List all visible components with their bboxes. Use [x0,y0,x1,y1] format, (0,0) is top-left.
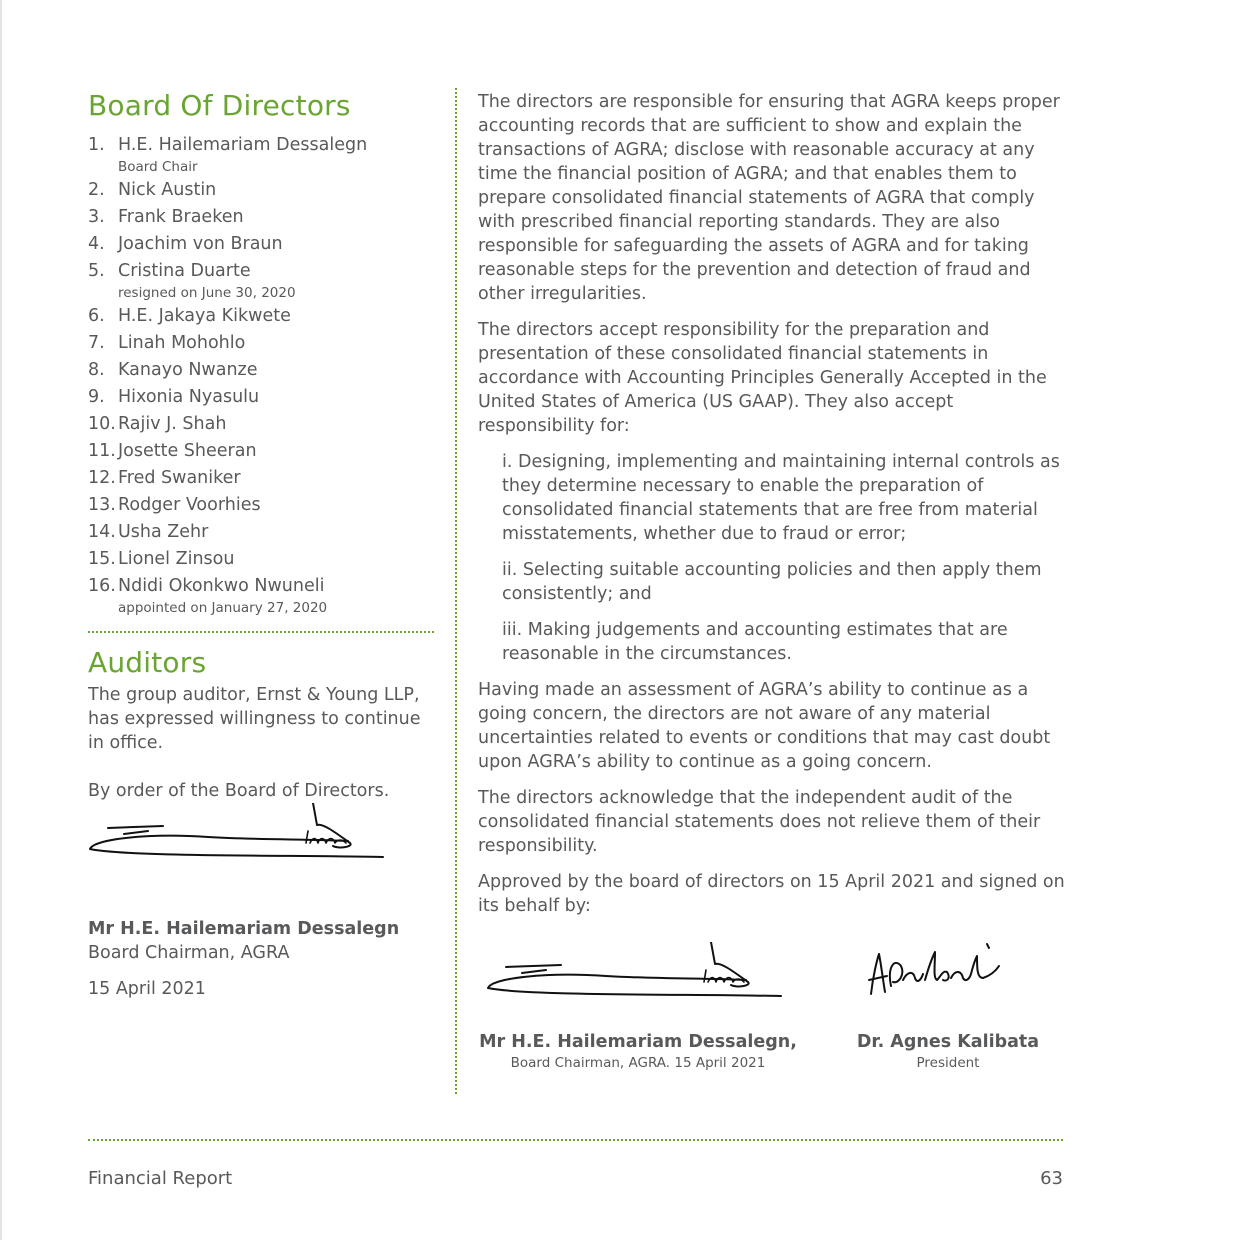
signer1-role: Board Chairman, AGRA. 15 April 2021 [510,1055,766,1071]
chairman-signature-right [486,942,786,1012]
member-info [118,359,258,381]
auditors-title: Auditors [88,646,207,679]
board-member [88,206,434,228]
member-number: 13. [88,495,116,515]
signer2-name: Dr. Agnes Kalibata [856,1032,1040,1052]
member-note: resigned on June 30, 2020 [118,285,296,301]
member-name: Hixonia Nyasulu [118,387,260,407]
paragraph-acceptance: The directors accept responsibility for the preparation and presentation of these consolidated financial statements in accordance with Accounting Principles Generally Accepted in the United States of America (US GAAP). They also accept responsibility for: [478,320,1047,436]
dotted-divider [88,631,434,633]
signer-name: Mr H.E. Hailemariam Dessalegn [88,919,400,939]
member-name: Lionel Zinsou [118,549,235,569]
member-info [118,467,241,489]
paragraph-audit: The directors acknowledge that the independent audit of the consolidated financial statements does not relieve them of their responsibility. [478,788,1041,856]
paragraph-approved: Approved by the board of directors on 15 April 2021 and signed on its behalf by: [478,872,1065,916]
right-column [478,88,1068,1130]
paragraph-responsibility: The directors are responsible for ensuring that AGRA keeps proper accounting records that are sufficient to show and explain the transactions of AGRA; disclose with reasonable accuracy at any time the financial position of AGRA; and that enables them to prepare consolidated financial statements of AGRA that comply with prescribed financial reporting standards. They are also responsible for safeguarding the assets of AGRA and for taking reasonable steps for the prevention and detection of fraud and other irregularities. [478,92,1060,304]
member-name: Fred Swaniker [118,468,241,488]
member-name: Usha Zehr [118,522,209,542]
member-name: Rodger Voorhies [118,495,261,515]
board-member [88,332,434,354]
footer-title: Financial Report [88,1168,233,1189]
member-info [118,521,208,543]
member-number: 4. [88,234,105,254]
member-info [118,413,226,435]
signer-role: Board Chairman, AGRA [88,943,290,963]
board-member [88,413,434,435]
member-number: 2. [88,180,105,200]
member-name: Kanayo Nwanze [118,360,258,380]
board-member [88,305,434,327]
item-i: i. Designing, implementing and maintaining internal controls as they determine necessary to enable the preparation of consolidated financial statements that are free from material misstatements, whether due to fraud or error; [502,452,1060,544]
member-info [118,440,257,462]
order-text: By order of the Board of Directors. [88,781,390,801]
member-name: Cristina Duarte [118,261,251,281]
page-number: 63 [1040,1168,1063,1189]
board-member [88,575,434,617]
member-info [118,548,234,570]
member-info [118,179,216,201]
member-name: Josette Sheeran [118,441,257,461]
member-number: 5. [88,261,105,281]
member-number: 16. [88,576,116,596]
member-note: Board Chair [118,159,198,175]
member-name: H.E. Jakaya Kikwete [118,306,291,326]
board-member [88,440,434,462]
member-number: 8. [88,360,105,380]
signature-date: 15 April 2021 [88,979,206,999]
auditors-text: The group auditor, Ernst & Young LLP, has expressed willingness to continue in office. [88,685,421,753]
member-number: 10. [88,414,116,434]
member-number: 3. [88,207,105,227]
member-number: 7. [88,333,105,353]
member-number: 12. [88,468,116,488]
member-info [118,134,367,176]
member-name: Rajiv J. Shah [118,414,227,434]
item-ii: ii. Selecting suitable accounting policies and then apply them consistently; and [502,560,1042,604]
signer2-block [848,1030,1048,1072]
president-signature [863,936,1033,1006]
signatures [478,930,1068,1130]
paragraph-going-concern: Having made an assessment of AGRA’s ability to continue as a going concern, the directors are not aware of any material uncertainties related to events or conditions that may cast doubt upon AGRA’s ability to continue as a going concern. [478,680,1051,772]
chairman-signature [88,803,388,873]
member-note: appointed on January 27, 2020 [118,600,328,616]
member-number: 9. [88,387,105,407]
board-list [88,134,434,617]
board-member [88,134,434,176]
board-member [88,386,434,408]
member-info [118,305,291,327]
signer2-role: President [916,1055,980,1071]
member-number: 11. [88,441,116,461]
item-iii: iii. Making judgements and accounting estimates that are reasonable in the circumstances. [502,620,1008,664]
footer-divider [88,1139,1063,1141]
vertical-divider [455,88,457,1094]
board-member [88,494,434,516]
member-info [118,386,259,408]
member-name: Joachim von Braun [118,234,283,254]
member-number: 15. [88,549,116,569]
page-edge [0,0,2,1240]
member-number: 14. [88,522,116,542]
board-member [88,179,434,201]
member-number: 1. [88,135,105,155]
board-title: Board Of Directors [88,89,351,122]
member-name: H.E. Hailemariam Dessalegn [118,135,368,155]
board-member [88,548,434,570]
member-info [118,575,327,617]
member-name: Nick Austin [118,180,217,200]
member-info [118,206,244,228]
member-name: Linah Mohohlo [118,333,246,353]
board-member [88,467,434,489]
member-info [118,332,245,354]
member-info [118,494,261,516]
member-info [118,260,296,302]
board-member [88,233,434,255]
member-name: Ndidi Okonkwo Nwuneli [118,576,325,596]
board-member [88,260,434,302]
board-member [88,359,434,381]
left-column [88,88,434,1001]
signer1-name: Mr H.E. Hailemariam Dessalegn, [479,1032,797,1052]
member-number: 6. [88,306,105,326]
member-name: Frank Braeken [118,207,244,227]
board-member [88,521,434,543]
member-info [118,233,283,255]
signer1-block [478,1030,798,1072]
